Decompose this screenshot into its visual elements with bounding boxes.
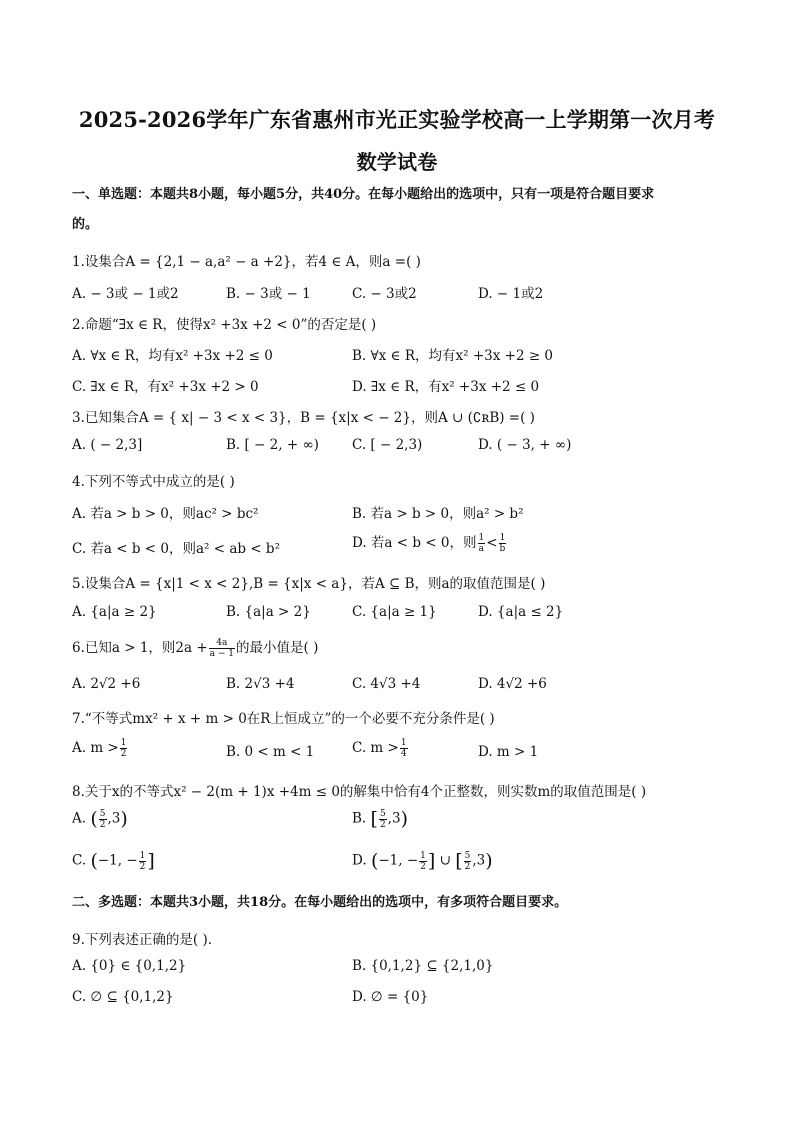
question-6-option-b: B. 2√3 +4	[226, 676, 295, 692]
question-4-option-c: C. 若a < b < 0，则a² < ab < b²	[72, 541, 280, 557]
question-2-option-c: C. ∃x ∈ R，有x² +3x +2 > 0	[72, 379, 259, 395]
question-9-stem: 9.下列表述正确的是( ).	[72, 932, 212, 948]
section-heading-multiple-choice: 二、多选题：本题共3小题，共18分。在每小题给出的选项中，有多项符合题目要求。	[72, 895, 568, 910]
question-4-stem: 4.下列不等式中成立的是( )	[72, 474, 235, 490]
question-8-stem: 8.关于x的不等式x² − 2(m + 1)x +4m ≤ 0的解集中恰有4个正整数，则实数m的取值范围是( )	[72, 784, 647, 800]
question-7-option-b: B. 0 < m < 1	[226, 744, 315, 760]
question-5-option-b: B. {a|a > 2}	[226, 604, 311, 620]
question-9-option-b: B. {0,1,2} ⊆ {2,1,0}	[352, 958, 494, 974]
question-1-option-b: B. − 3或 − 1	[226, 286, 311, 302]
question-1-option-d: D. − 1或2	[478, 286, 544, 302]
question-1-option-a: A. − 3或 − 1或2	[72, 286, 179, 302]
fraction: $\frac{1}{b}$	[499, 533, 506, 554]
fraction: $\frac{1}{2}$	[420, 850, 426, 872]
question-4-option-a: A. 若a > b > 0，则ac² > bc²	[72, 506, 259, 522]
question-3-option-c: C. [ − 2,3)	[352, 437, 423, 453]
question-7-option-a: A. m > $\frac{1}{2}$	[72, 738, 127, 759]
question-5-option-a: A. {a|a ≥ 2}	[72, 604, 157, 620]
question-5-stem: 5.设集合A = {x|1 < x < 2},B = {x|x < a}，若A ⊆ B，则a的取值范围是( )	[72, 576, 546, 592]
question-3-stem: 3.已知集合A = { x| − 3 < x < 3}，B = {x|x < − 2}，则A ∪ (∁ʀB) =( )	[72, 410, 535, 426]
question-9-option-d: D. ∅ = {0}	[352, 989, 429, 1005]
fraction: $\frac{5}{2}$	[99, 808, 106, 830]
exam-title: 2025-2026学年广东省惠州市光正实验学校高一上学期第一次月考	[78, 107, 716, 132]
question-8-option-c: C. (−1, − $\frac{1}{2}$ ]	[72, 850, 155, 872]
question-8-option-b: B. [ $\frac{5}{2}$ ,3)	[352, 808, 408, 830]
question-3-option-b: B. [ − 2, + ∞)	[226, 437, 319, 453]
fraction: $\frac{5}{2}$	[464, 850, 471, 872]
question-2-option-d: D. ∃x ∈ R，有x² +3x +2 ≤ 0	[352, 379, 540, 395]
fraction: $\frac{5}{2}$	[379, 808, 386, 830]
question-7-stem: 7.“不等式mx² + x + m > 0在R上恒成立”的一个必要不充分条件是( )	[72, 711, 495, 727]
question-2-option-a: A. ∀x ∈ R，均有x² +3x +2 ≤ 0	[72, 348, 273, 364]
question-7-option-c: C. m > $\frac{1}{4}$	[352, 738, 407, 759]
question-9-option-c: C. ∅ ⊆ {0,1,2}	[72, 989, 174, 1005]
question-6-option-c: C. 4√3 +4	[352, 676, 421, 692]
question-1-option-c: C. − 3或2	[352, 286, 417, 302]
question-4-option-b: B. 若a > b > 0，则a² > b²	[352, 506, 524, 522]
question-3-option-d: D. ( − 3, + ∞)	[478, 437, 572, 453]
fraction: $\frac{1}{2}$	[139, 850, 146, 872]
question-1-stem: 1.设集合A = {2,1 − a,a² − a +2}，若4 ∈ A，则a =( )	[72, 254, 421, 270]
question-4-option-d: D. 若a < b < 0，则 $\frac{1}{a}$ < $\frac{1}{b}$	[352, 533, 506, 554]
fraction: $\frac{4a}{a - 1}$	[209, 638, 235, 659]
exam-subtitle: 数学试卷	[356, 150, 438, 174]
question-5-option-d: D. {a|a ≤ 2}	[478, 604, 564, 620]
question-8-option-a: A. ( $\frac{5}{2}$ ,3)	[72, 808, 128, 830]
question-2-stem: 2.命题“∃x ∈ R，使得x² +3x +2 < 0”的否定是( )	[72, 317, 377, 333]
question-6-option-d: D. 4√2 +6	[478, 676, 547, 692]
question-9-option-a: A. {0} ∈ {0,1,2}	[72, 958, 187, 974]
question-2-option-b: B. ∀x ∈ R，均有x² +3x +2 ≥ 0	[352, 348, 554, 364]
fraction: $\frac{1}{4}$	[400, 738, 407, 759]
fraction: $\frac{1}{a}$	[478, 533, 485, 554]
fraction: $\frac{1}{2}$	[120, 738, 127, 759]
question-5-option-c: C. {a|a ≥ 1}	[352, 604, 437, 620]
question-3-option-a: A. ( − 2,3]	[72, 437, 143, 453]
section-heading-single-choice: 一、单选题：本题共8小题，每小题5分，共40分。在每小题给出的选项中，只有一项是符合题目要求 的。	[72, 187, 655, 232]
question-7-option-d: D. m > 1	[478, 744, 539, 760]
question-6-stem: 6.已知a > 1，则2a + $\frac{4a}{a - 1}$ 的最小值是( )	[72, 638, 319, 659]
question-8-option-d: D. (−1, − $\frac{1}{2}$ ] ∪ [ $\frac{5}{2}$ ,3)	[352, 850, 493, 872]
question-6-option-a: A. 2√2 +6	[72, 676, 141, 692]
